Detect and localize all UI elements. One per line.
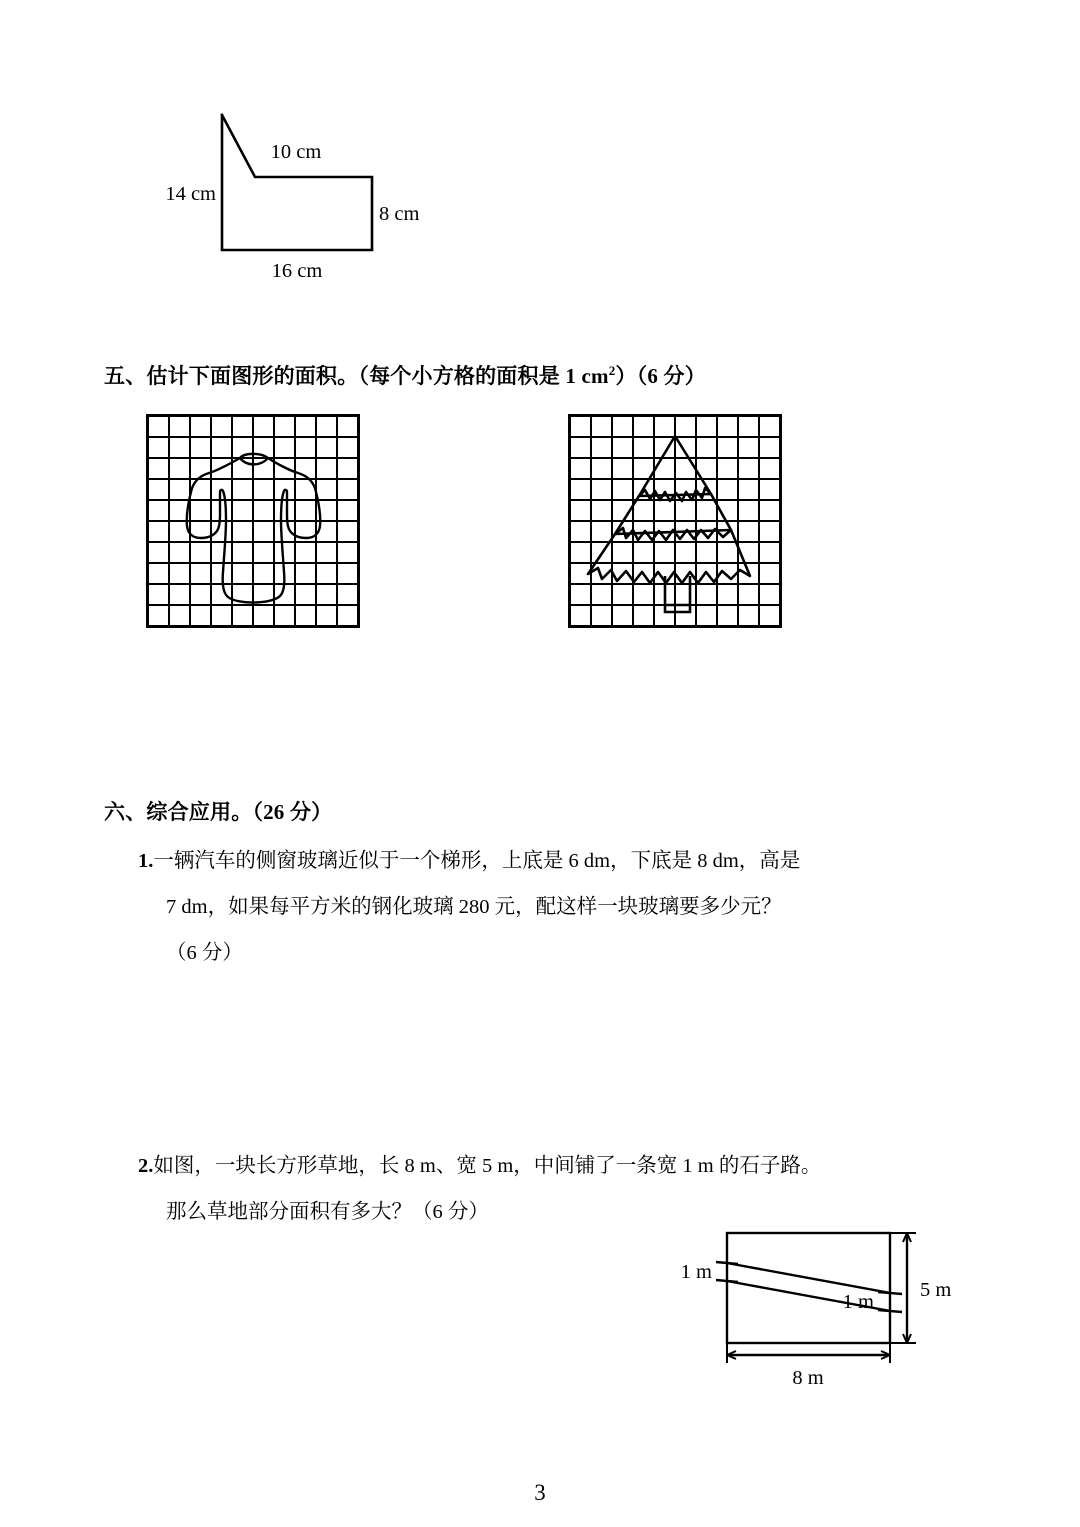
question-1-line-2: 7 dm，如果每平方米的钢化玻璃 280 元，配这样一块玻璃要多少元？ <box>166 896 782 918</box>
question-2-line-1 <box>138 1143 821 1189</box>
question-1-line-1 <box>138 838 800 884</box>
shirt-grid <box>146 414 360 628</box>
question-1-text-1: 一辆汽车的侧窗玻璃近似于一个梯形，上底是 6 dm，下底是 8 dm，高是 <box>153 850 801 872</box>
label-right-8cm: 8 cm <box>379 203 420 225</box>
section-five-heading <box>104 360 706 390</box>
question-1 <box>138 838 800 976</box>
tree-grid <box>568 414 782 628</box>
label-right-5m: 5 m <box>920 1279 952 1301</box>
label-top-10cm: 10 cm <box>270 141 322 163</box>
section-five-title: 五、估计下面图形的面积。 <box>104 364 359 388</box>
composite-figure <box>100 90 520 300</box>
section-six-points: （26 分） <box>252 800 333 824</box>
section-six-title: 六、综合应用。 <box>104 800 253 824</box>
label-bottom-8m: 8 m <box>792 1367 824 1389</box>
section-six-heading <box>104 796 332 826</box>
section-five-note-open: （每个小方格的面积是 1 cm <box>358 364 609 388</box>
question-2-text-1: 如图，一块长方形草地，长 8 m、宽 5 m，中间铺了一条宽 1 m 的石子路。 <box>153 1155 822 1177</box>
question-1-number: 1. <box>138 850 154 872</box>
section-five-note-close: ）（6 分） <box>615 364 706 388</box>
question-1-line-3: （6 分） <box>166 942 243 964</box>
lawn-figure <box>666 1215 986 1395</box>
label-path-1m: 1 m <box>842 1291 874 1313</box>
question-2-line-2: 那么草地部分面积有多大？（6 分） <box>166 1201 489 1223</box>
section-five-note-sup: 2 <box>608 363 616 378</box>
label-left-1m: 1 m <box>680 1261 712 1283</box>
page-number: 3 <box>534 1480 546 1505</box>
label-left-14cm: 14 cm <box>165 183 216 205</box>
shirt-drawing <box>148 416 358 626</box>
composite-figure-outline <box>222 115 372 250</box>
tree-drawing <box>570 416 780 626</box>
label-bottom-16cm: 16 cm <box>271 260 323 282</box>
question-2-number: 2. <box>138 1155 154 1177</box>
